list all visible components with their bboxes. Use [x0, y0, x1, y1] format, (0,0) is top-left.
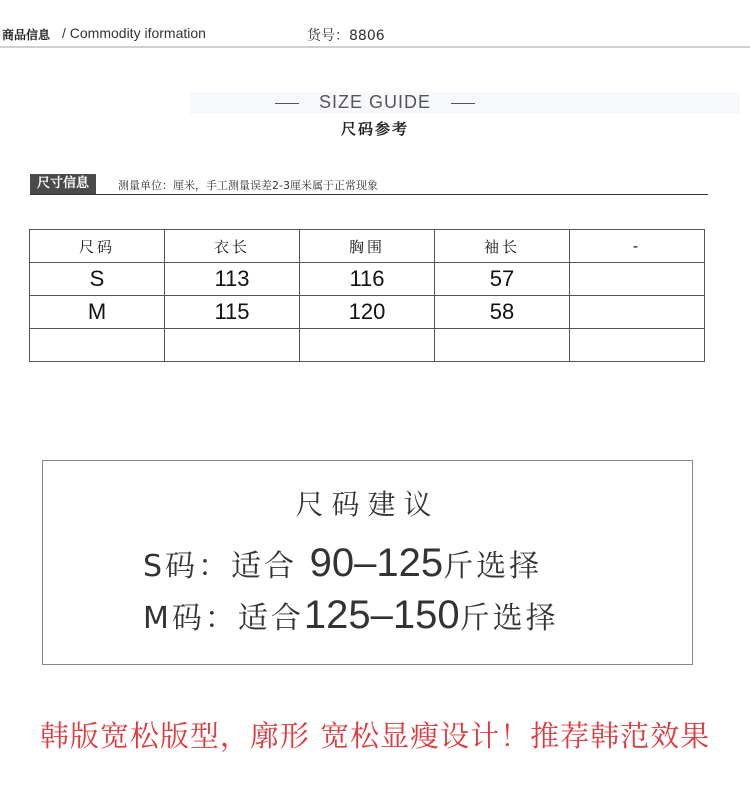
- table-cell: [165, 329, 300, 362]
- size-guide-title-text: SIZE GUIDE: [318, 92, 431, 112]
- size-recommendation-box: [42, 460, 693, 665]
- table-row: [30, 263, 705, 296]
- commodity-info-header: [0, 18, 750, 48]
- size-info-strip: [30, 174, 708, 195]
- table-cell: [30, 329, 165, 362]
- table-cell: S: [30, 263, 165, 296]
- table-cell: [570, 296, 705, 329]
- recommendation-s: [143, 541, 542, 586]
- recommendation-s-suffix: 斤选择: [443, 549, 543, 584]
- table-cell: 57: [435, 263, 570, 296]
- recommendation-m-suffix: 斤选择: [459, 601, 559, 636]
- divider-left: [275, 103, 299, 104]
- header-cell-sleeve: 袖长: [435, 230, 570, 263]
- recommendation-title: 尺码建议: [295, 488, 440, 521]
- size-guide-title: [0, 92, 750, 113]
- table-cell: M: [30, 296, 165, 329]
- table-cell: 120: [300, 296, 435, 329]
- size-guide-subtitle: 尺码参考: [340, 120, 409, 138]
- table-row: [30, 296, 705, 329]
- recommendation-m: [143, 593, 559, 638]
- size-table: [29, 229, 705, 362]
- recommendation-m-range: 125–150: [303, 593, 460, 637]
- table-cell: 58: [435, 296, 570, 329]
- table-row: [30, 329, 705, 362]
- table-header-row: [30, 230, 705, 263]
- commodity-info-title: 商品信息: [2, 28, 51, 42]
- recommendation-m-prefix: M码：适合: [143, 601, 304, 636]
- table-cell: [570, 329, 705, 362]
- promo-footer-text: 韩版宽松版型，廓形 宽松显瘦设计！推荐韩范效果: [39, 719, 711, 753]
- table-cell: [435, 329, 570, 362]
- table-cell: 115: [165, 296, 300, 329]
- table-cell: [300, 329, 435, 362]
- header-cell-extra: -: [570, 230, 705, 263]
- recommendation-s-range: 90–125: [309, 541, 444, 585]
- table-cell: 116: [300, 263, 435, 296]
- header-cell-chest: 胸围: [300, 230, 435, 263]
- item-number: 货号：8806: [307, 28, 385, 44]
- divider-right: [451, 103, 475, 104]
- table-cell: [570, 263, 705, 296]
- commodity-info-subtitle: / Commodity iformation: [62, 25, 206, 41]
- header-cell-length: 衣长: [165, 230, 300, 263]
- measurement-note: 测量单位：厘米，手工测量误差2-3厘米属于正常现象: [118, 179, 378, 192]
- recommendation-s-prefix: S码：适合: [143, 549, 298, 584]
- table-cell: 113: [165, 263, 300, 296]
- size-info-badge: 尺寸信息: [30, 174, 96, 194]
- header-cell-size: 尺码: [30, 230, 165, 263]
